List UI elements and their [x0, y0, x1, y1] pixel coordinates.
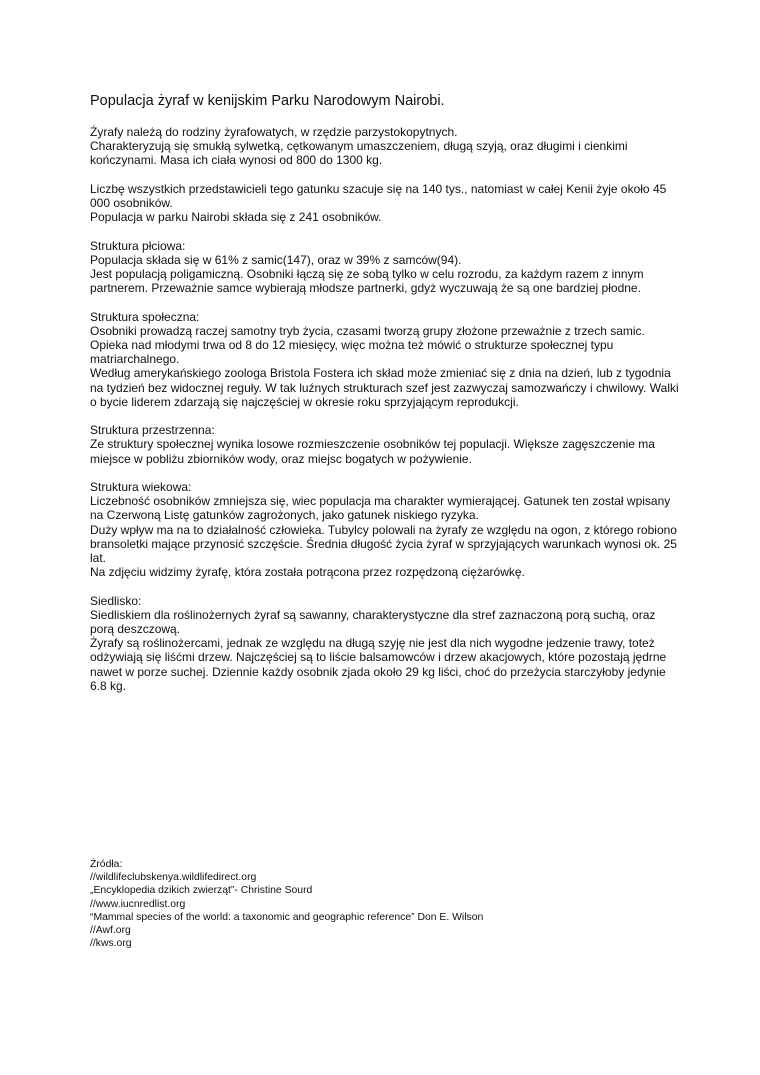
age-structure-heading: Struktura wiekowa:	[90, 480, 192, 494]
spatial-structure-paragraph-1: Ze struktury społecznej wynika losowe rozmieszczenie osobników tej populacji. Większe zagęszczenie ma miejsce w pobliżu zbiorników wody, oraz miejsc bogatych w pożywienie.	[90, 437, 655, 466]
sources-heading: Źródła:	[90, 859, 123, 870]
sex-structure-heading: Struktura płciowa:	[90, 238, 186, 253]
intro-paragraph-2: Charakteryzują się smukłą sylwetką, cętkowanym umaszczeniem, długą szyją, oraz długimi i cienkimi kończynami. Masa ich ciała wynosi od 800 do 1300 kg.	[90, 139, 628, 168]
source-item: //Awf.org	[90, 925, 131, 937]
population-paragraph-2: Populacja w parku Nairobi składa się z 241 osobników.	[90, 210, 382, 225]
source-item: “Mammal species of the world: a taxonomic and geographic reference” Don E. Wilson	[90, 911, 484, 923]
population-section	[90, 182, 680, 225]
habitat-heading: Siedlisko:	[90, 593, 142, 608]
social-structure-section	[90, 310, 680, 409]
sex-structure-section	[90, 239, 680, 296]
source-item: //wildlifeclubskenya.wildlifedirect.org	[90, 872, 257, 884]
spatial-structure-section	[90, 423, 680, 466]
age-structure-paragraph-3: Na zdjęciu widzimy żyrafę, która została potrącona przez rozpędzoną ciężarówkę.	[90, 565, 525, 580]
habitat-paragraph-1: Siedliskiem dla roślinożernych żyraf są sawanny, charakterystyczne dla stref zaznaczoną porą suchą, oraz porą deszczową.	[90, 607, 656, 637]
sex-structure-paragraph-1: Populacja składa się w 61% z samic(147), oraz w 39% z samców(94).	[90, 252, 462, 267]
habitat-section	[90, 594, 680, 693]
social-structure-paragraph-2: Według amerykańskiego zoologa Bristola Fostera ich skład może zmieniać się z dnia na dzień, lub z tygodnia na tydzień bez widocznej reguły. W tak luźnych strukturach szef jest zazwyczaj samozwańczy i chwilowy. Walki o bycie liderem zdarzają się najczęściej w okresie roku sprzyjającym reprodukcji.	[90, 366, 679, 409]
age-structure-paragraph-1: Liczebność osobników zmniejsza się, wiec populacja ma charakter wymierającej. Gatunek ten został wpisany na Czerwoną Listę gatunków zagrożonych, jako gatunek niskiego ryzyka.	[90, 494, 671, 523]
page-title: Populacja żyraf w kenijskim Parku Narodowym Nairobi.	[90, 93, 445, 109]
sources-section	[90, 858, 680, 950]
habitat-paragraph-2: Żyrafy są roślinożercami, jednak ze względu na długą szyję nie jest dla nich wygodne jedzenie trawy, toteż odżywiają się liśćmi drzew. Najczęściej są to liście balsamowców i drzew akacjowych, które pozostają jędrne nawet w porze suchej. Dziennie każdy osobnik zjada około 29 kg liści, choć do przeżycia starczyłoby jedynie 6.8 kg.	[90, 636, 667, 693]
social-structure-heading: Struktura społeczna:	[90, 309, 200, 324]
intro-paragraph-1: Żyrafy należą do rodziny żyrafowatych, w rzędzie parzystokopytnych.	[90, 125, 458, 139]
population-paragraph-1: Liczbę wszystkich przedstawicieli tego gatunku szacuje się na 140 tys., natomiast w całej Kenii żyje około 45 000 osobników.	[90, 181, 667, 210]
age-structure-section	[90, 480, 680, 579]
spatial-structure-heading: Struktura przestrzenna:	[90, 423, 215, 438]
sex-structure-paragraph-2: Jest populacją poligamiczną. Osobniki łączą się ze sobą tylko w celu rozrodu, za każdym razem z innym partnerem. Przeważnie samce wybierają młodsze partnerki, gdyż wyczuwają że są one bardziej płodne.	[90, 267, 644, 296]
source-item: „Encyklopedia dzikich zwierząt”- Christine Sourd	[90, 885, 313, 897]
social-structure-paragraph-1: Osobniki prowadzą raczej samotny tryb życia, czasami tworzą grupy złożone przeważnie z trzech samic. Opieka nad młodymi trwa od 8 do 12 miesięcy, więc można też mówić o strukturze społecznej typu matriarchalnego.	[90, 323, 645, 367]
source-item: //www.iucnredlist.org	[90, 898, 186, 910]
source-item: //kws.org	[90, 938, 132, 950]
intro-section	[90, 125, 680, 168]
document-body	[90, 92, 680, 707]
age-structure-paragraph-2: Duży wpływ ma na to działalność człowieka. Tubylcy polowali na żyrafy ze względu na ogon, z którego robiono bransoletki mające przynosić szczęście. Średnia długość życia żyraf w sprzyjających warunkach wynosi ok. 25 lat.	[90, 522, 677, 566]
